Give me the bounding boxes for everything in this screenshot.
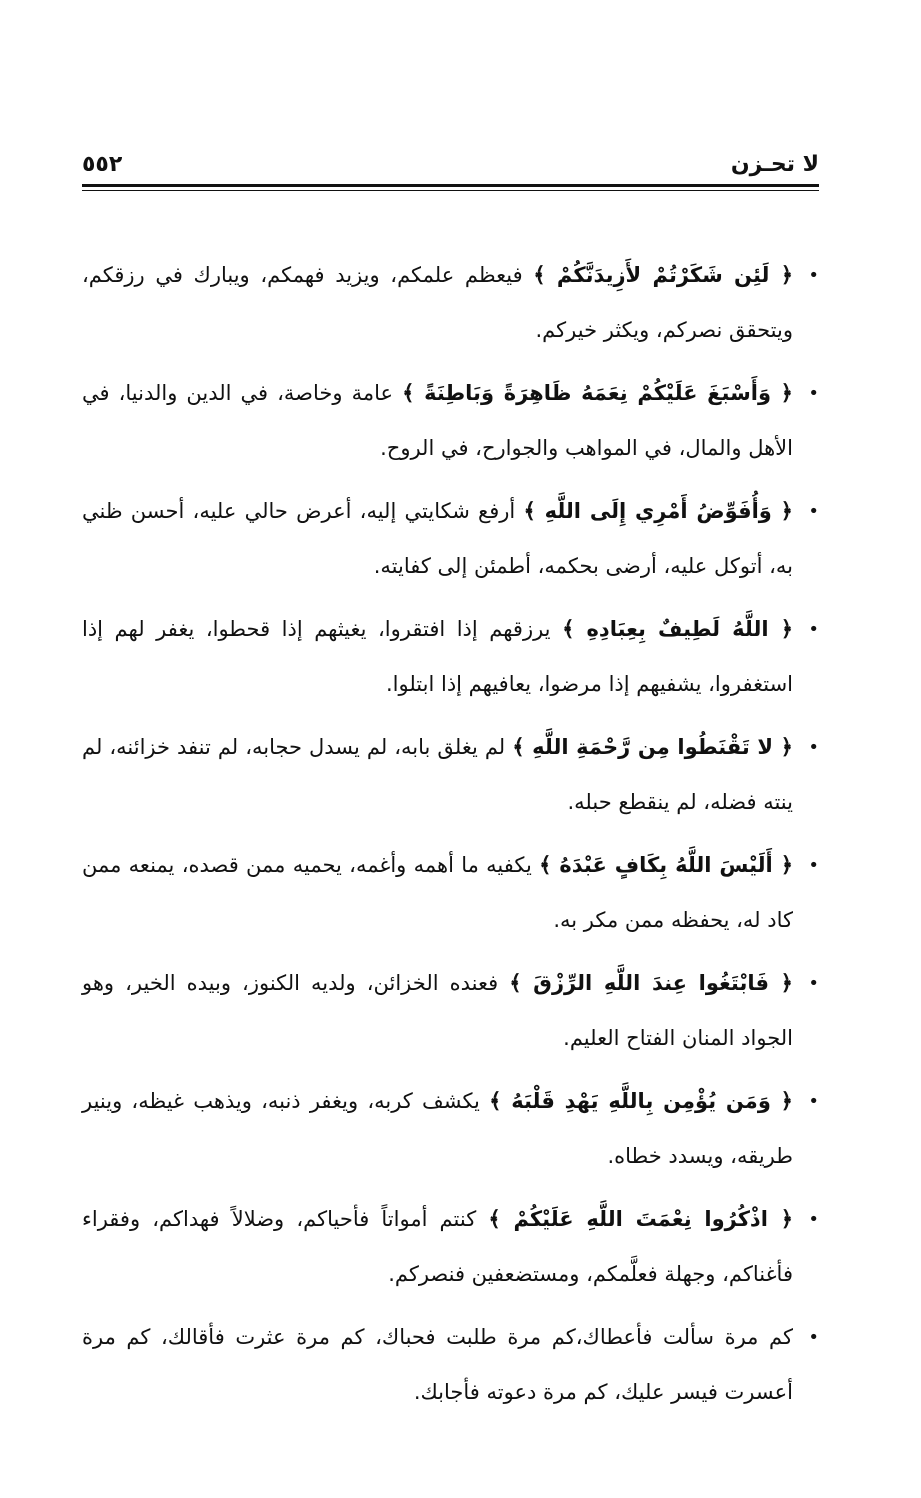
bullet-icon: •	[808, 855, 819, 876]
bullet-icon: •	[808, 265, 819, 286]
list-item	[82, 366, 819, 476]
list-item	[82, 956, 819, 1066]
list-item	[82, 248, 819, 358]
bullet-icon: •	[808, 383, 819, 404]
page-header	[82, 150, 819, 184]
item-text: عامة وخاصة، في الدين والدنيا، في الأهل والمال، في المواهب والجوارح، في الروح.	[82, 381, 793, 460]
list-item	[82, 1310, 819, 1420]
quran-verse: ﴿ وَأُفَوِّضُ أَمْرِي إِلَى اللَّهِ ﴾	[523, 499, 793, 523]
list-item	[82, 1074, 819, 1184]
bullet-icon: •	[808, 973, 819, 994]
item-text: يرزقهم إذا افتقروا، يغيثهم إذا قحطوا، يغفر لهم إذا استغفروا، يشفيهم إذا مرضوا، يعافيهم إذا ابتلوا.	[82, 617, 793, 696]
list-item	[82, 602, 819, 712]
bullet-icon: •	[808, 1327, 819, 1348]
header-rule-thin	[82, 190, 819, 191]
quran-verse: ﴿ فَابْتَغُوا عِندَ اللَّهِ الرِّزْقَ ﴾	[509, 971, 793, 995]
quran-verse: ﴿ لَئِن شَكَرْتُمْ لأَزِيدَنَّكُمْ ﴾	[533, 263, 794, 287]
bullet-icon: •	[808, 501, 819, 522]
quran-verse: ﴿ وَمَن يُؤْمِن بِاللَّهِ يَهْدِ قَلْبَهُ ﴾	[489, 1089, 793, 1113]
item-text: لم يغلق بابه، لم يسدل حجابه، لم تنفد خزائنه، لم ينته فضله، لم ينقطع حبله.	[82, 735, 793, 814]
list-item	[82, 838, 819, 948]
list-item	[82, 1192, 819, 1302]
quran-verse: ﴿ أَلَيْسَ اللَّهُ بِكَافٍ عَبْدَهُ ﴾	[539, 853, 794, 877]
item-text: كم مرة سألت فأعطاك،كم مرة طلبت فحباك، كم مرة عثرت فأقالك، كم مرة أعسرت فيسر عليك، كم مرة دعوته فأجابك.	[82, 1325, 793, 1404]
list-item	[82, 484, 819, 594]
bullet-icon: •	[808, 1209, 819, 1230]
item-text: يكشف كربه، ويغفر ذنبه، ويذهب غيظه، وينير طريقه، ويسدد خطاه.	[82, 1089, 793, 1168]
book-title: لا تحـزن	[730, 152, 819, 177]
header-rule-thick	[82, 184, 819, 187]
quran-verse: ﴿ اذْكُرُوا نِعْمَتَ اللَّهِ عَلَيْكُمْ ﴾	[488, 1207, 793, 1231]
item-text: أرفع شكايتي إليه، أعرض حالي عليه، أحسن ظني به، أتوكل عليه، أرضى بحكمه، أطمئن إلى كفايته.	[82, 499, 793, 578]
item-text: يكفيه ما أهمه وأغمه، يحميه ممن قصده، يمنعه ممن كاد له، يحفظه ممن مكر به.	[82, 853, 793, 932]
page-body	[82, 248, 819, 1428]
item-text: فعنده الخزائن، ولديه الكنوز، وبيده الخير، وهو الجواد المنان الفتاح العليم.	[82, 971, 793, 1050]
quran-verse: ﴿ لا تَقْنَطُوا مِن رَّحْمَةِ اللَّهِ ﴾	[512, 735, 793, 759]
item-text: فيعظم علمكم، ويزيد فهمكم، ويبارك في رزقكم، ويتحقق نصركم، ويكثر خيركم.	[82, 263, 793, 342]
list-item	[82, 720, 819, 830]
quran-verse: ﴿ وَأَسْبَغَ عَلَيْكُمْ نِعَمَهُ ظَاهِرَةً وَبَاطِنَةً ﴾	[402, 381, 793, 405]
bullet-icon: •	[808, 619, 819, 640]
quran-verse: ﴿ اللَّهُ لَطِيفٌ بِعِبَادِهِ ﴾	[562, 617, 793, 641]
bullet-icon: •	[808, 1091, 819, 1112]
bullet-icon: •	[808, 737, 819, 758]
page-number: ٥٥٢	[82, 152, 123, 177]
item-text: كنتم أمواتاً فأحياكم، وضلالاً فهداكم، وفقراء فأغناكم، وجهلة فعلَّمكم، ومستضعفين فنصركم.	[82, 1207, 793, 1286]
